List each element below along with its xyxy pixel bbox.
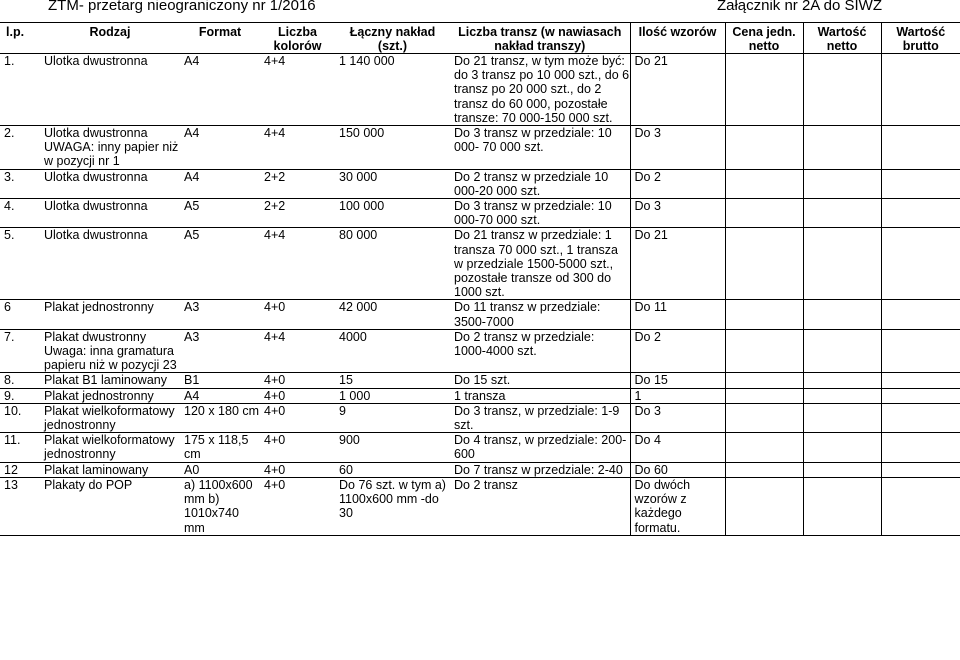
cell-kolory: 4+0 xyxy=(260,477,335,535)
cell-lp: 3. xyxy=(0,169,40,198)
cell-cena[interactable] xyxy=(725,373,803,388)
cell-lp: 12 xyxy=(0,462,40,477)
cell-transze: Do 7 transz w przedziale: 2-40 xyxy=(450,462,630,477)
cell-transze: Do 15 szt. xyxy=(450,373,630,388)
cell-transze: Do 2 transz w przedziale 10 000-20 000 szt. xyxy=(450,169,630,198)
cell-format: A0 xyxy=(180,462,260,477)
cell-transze: Do 4 transz, w przedziale: 200-600 xyxy=(450,433,630,462)
cell-cena[interactable] xyxy=(725,199,803,228)
cell-format: A5 xyxy=(180,228,260,300)
cell-kolory: 4+0 xyxy=(260,462,335,477)
cell-format: A3 xyxy=(180,329,260,373)
cell-naklad: Do 76 szt. w tym a) 1100x600 mm -do 30 xyxy=(335,477,450,535)
cell-naklad: 4000 xyxy=(335,329,450,373)
document-header xyxy=(0,0,960,16)
cell-cena[interactable] xyxy=(725,477,803,535)
cell-transze: Do 3 transz w przedziale: 10 000- 70 000 szt. xyxy=(450,126,630,170)
cell-wartosc-brutto[interactable] xyxy=(881,403,960,432)
cell-kolory: 2+2 xyxy=(260,169,335,198)
table-row xyxy=(0,169,960,198)
cell-transze: Do 21 transz w przedziale: 1 transza 70 000 szt., 1 transza w przedziale 1500-5000 szt., pozostałe transze od 300 do 1000 szt. xyxy=(450,228,630,300)
cell-wzory: 1 xyxy=(630,388,725,403)
cell-wartosc-netto[interactable] xyxy=(803,54,881,126)
cell-wzory: Do 2 xyxy=(630,169,725,198)
cell-rodzaj: Ulotka dwustronna xyxy=(44,54,148,68)
cell-rodzaj: Plakat wielkoformatowy jednostronny xyxy=(40,403,180,432)
cell-cena[interactable] xyxy=(725,462,803,477)
cell-rodzaj: Plakat jednostronny xyxy=(40,300,180,329)
table-row xyxy=(0,126,960,170)
cell-format: 120 x 180 cm xyxy=(180,403,260,432)
cell-wartosc-netto[interactable] xyxy=(803,388,881,403)
cell-cena[interactable] xyxy=(725,388,803,403)
cell-wartosc-brutto[interactable] xyxy=(881,169,960,198)
table-row xyxy=(0,300,960,329)
cell-rodzaj: Ulotka dwustronna UWAGA: inny papier niż w pozycji nr 1 xyxy=(40,126,180,170)
cell-wzory: Do 3 xyxy=(630,403,725,432)
cell-wzory: Do 3 xyxy=(630,126,725,170)
pricing-table xyxy=(0,22,960,536)
cell-wartosc-netto[interactable] xyxy=(803,477,881,535)
cell-wartosc-brutto[interactable] xyxy=(881,300,960,329)
cell-wartosc-brutto[interactable] xyxy=(881,433,960,462)
cell-wartosc-netto[interactable] xyxy=(803,403,881,432)
cell-format: A4 xyxy=(180,169,260,198)
cell-wartosc-brutto[interactable] xyxy=(881,199,960,228)
cell-wartosc-netto[interactable] xyxy=(803,462,881,477)
cell-wartosc-brutto[interactable] xyxy=(881,373,960,388)
cell-naklad: 150 000 xyxy=(335,126,450,170)
cell-rodzaj: Plakaty do POP xyxy=(40,477,180,535)
cell-wzory: Do 11 xyxy=(630,300,725,329)
cell-transze: Do 3 transz, w przedziale: 1-9 szt. xyxy=(450,403,630,432)
cell-transze: Do 21 transz, w tym może być: do 3 transz po 10 000 szt., do 6 transz po 20 000 szt., do 2 transz do 60 000, pozostałe transze: 70 000-150 000 szt. xyxy=(454,54,630,125)
cell-format: A5 xyxy=(180,199,260,228)
annex-label: Załącznik nr 2A do SIWZ xyxy=(716,0,882,14)
cell-wzory: Do 15 xyxy=(630,373,725,388)
cell-kolory: 4+0 xyxy=(260,300,335,329)
cell-naklad: 9 xyxy=(335,403,450,432)
cell-wartosc-netto[interactable] xyxy=(803,169,881,198)
cell-kolory: 2+2 xyxy=(260,199,335,228)
cell-naklad: 80 000 xyxy=(335,228,450,300)
col-format: Format xyxy=(198,25,242,39)
cell-transze: 1 transza xyxy=(450,388,630,403)
cell-wartosc-netto[interactable] xyxy=(803,228,881,300)
table-row xyxy=(0,433,960,462)
cell-wzory: Do 2 xyxy=(630,329,725,373)
cell-lp: 9. xyxy=(0,388,40,403)
cell-kolory: 4+0 xyxy=(260,403,335,432)
cell-wartosc-netto[interactable] xyxy=(803,329,881,373)
cell-transze: Do 3 transz w przedziale: 10 000-70 000 szt. xyxy=(450,199,630,228)
col-transze: Liczba transz (w nawiasach nakład transzy) xyxy=(458,25,622,53)
cell-wartosc-netto[interactable] xyxy=(803,300,881,329)
cell-kolory: 4+4 xyxy=(264,54,286,68)
tender-title: ZTM- przetarg nieograniczony nr 1/2016 xyxy=(48,0,316,14)
cell-rodzaj: Ulotka dwustronna xyxy=(40,199,180,228)
cell-wartosc-brutto[interactable] xyxy=(881,228,960,300)
cell-kolory: 4+4 xyxy=(260,329,335,373)
cell-lp: 1. xyxy=(4,54,15,68)
table-row xyxy=(0,54,960,126)
cell-lp: 8. xyxy=(0,373,40,388)
cell-kolory: 4+0 xyxy=(260,433,335,462)
cell-cena[interactable] xyxy=(725,329,803,373)
cell-rodzaj: Plakat jednostronny xyxy=(40,388,180,403)
cell-naklad: 42 000 xyxy=(335,300,450,329)
cell-wartosc-brutto[interactable] xyxy=(881,329,960,373)
cell-wartosc-brutto[interactable] xyxy=(881,126,960,170)
cell-lp: 4. xyxy=(0,199,40,228)
cell-wartosc-netto[interactable] xyxy=(803,126,881,170)
cell-wartosc-brutto[interactable] xyxy=(881,462,960,477)
cell-naklad: 1 140 000 xyxy=(339,54,395,68)
col-wartosc-netto: Wartość netto xyxy=(803,23,881,54)
cell-wartosc-netto[interactable] xyxy=(803,199,881,228)
cell-format: A4 xyxy=(184,54,200,68)
cell-naklad: 15 xyxy=(335,373,450,388)
cell-cena[interactable] xyxy=(725,169,803,198)
cell-wzory: Do 21 xyxy=(630,54,725,126)
cell-format: A4 xyxy=(180,126,260,170)
cell-lp: 13 xyxy=(0,477,40,535)
cell-wartosc-brutto[interactable] xyxy=(881,388,960,403)
cell-naklad: 1 000 xyxy=(335,388,450,403)
cell-naklad: 100 000 xyxy=(335,199,450,228)
col-rodzaj: Rodzaj xyxy=(89,25,131,39)
cell-lp: 11. xyxy=(0,433,40,462)
cell-wartosc-netto[interactable] xyxy=(803,373,881,388)
cell-lp: 6 xyxy=(0,300,40,329)
cell-wzory: Do 21 xyxy=(630,228,725,300)
table-row xyxy=(0,329,960,373)
cell-rodzaj: Plakat laminowany xyxy=(40,462,180,477)
cell-kolory: 4+4 xyxy=(260,228,335,300)
table-header-row xyxy=(0,23,960,54)
cell-naklad: 30 000 xyxy=(335,169,450,198)
cell-format: A4 xyxy=(180,388,260,403)
table-row xyxy=(0,462,960,477)
cell-rodzaj: Plakat dwustronny Uwaga: inna gramatura papieru niż w pozycji 23 xyxy=(40,329,180,373)
cell-lp: 7. xyxy=(0,329,40,373)
cell-transze: Do 11 transz w przedziale: 3500-7000 xyxy=(450,300,630,329)
cell-format: a) 1100x600 mm b) 1010x740 mm xyxy=(180,477,260,535)
cell-rodzaj: Plakat wielkoformatowy jednostronny xyxy=(40,433,180,462)
table-row xyxy=(0,228,960,300)
cell-cena[interactable] xyxy=(725,228,803,300)
cell-cena[interactable] xyxy=(725,300,803,329)
col-wartosc-brutto: Wartość brutto xyxy=(881,23,960,54)
table-row xyxy=(0,373,960,388)
cell-rodzaj: Ulotka dwustronna xyxy=(40,169,180,198)
cell-cena[interactable] xyxy=(725,54,803,126)
cell-kolory: 4+0 xyxy=(260,373,335,388)
table-row xyxy=(0,199,960,228)
col-wzory: Ilość wzorów xyxy=(630,23,725,54)
cell-wartosc-brutto[interactable] xyxy=(881,54,960,126)
cell-transze: Do 2 transz xyxy=(450,477,630,535)
table-row xyxy=(0,477,960,535)
cell-wzory: Do 60 xyxy=(630,462,725,477)
col-kolory: Liczba kolorów xyxy=(273,25,322,53)
cell-wzory: Do 4 xyxy=(630,433,725,462)
cell-lp: 10. xyxy=(0,403,40,432)
cell-rodzaj: Ulotka dwustronna xyxy=(40,228,180,300)
col-cena: Cena jedn. netto xyxy=(725,23,803,54)
cell-wartosc-brutto[interactable] xyxy=(881,477,960,535)
cell-kolory: 4+0 xyxy=(260,388,335,403)
cell-format: 175 x 118,5 cm xyxy=(180,433,260,462)
cell-wartosc-netto[interactable] xyxy=(803,433,881,462)
col-lp: l.p. xyxy=(6,25,25,39)
table-row xyxy=(0,403,960,432)
cell-naklad: 60 xyxy=(335,462,450,477)
cell-lp: 2. xyxy=(0,126,40,170)
cell-naklad: 900 xyxy=(335,433,450,462)
cell-cena[interactable] xyxy=(725,126,803,170)
cell-cena[interactable] xyxy=(725,403,803,432)
col-naklad: Łączny nakład (szt.) xyxy=(349,25,436,53)
cell-cena[interactable] xyxy=(725,433,803,462)
cell-wzory: Do 3 xyxy=(630,199,725,228)
table-row xyxy=(0,388,960,403)
cell-rodzaj: Plakat B1 laminowany xyxy=(40,373,180,388)
cell-wzory: Do dwóch wzorów z każdego formatu. xyxy=(630,477,725,535)
cell-format: A3 xyxy=(180,300,260,329)
cell-transze: Do 2 transz w przedziale: 1000-4000 szt. xyxy=(450,329,630,373)
cell-lp: 5. xyxy=(0,228,40,300)
cell-kolory: 4+4 xyxy=(260,126,335,170)
cell-format: B1 xyxy=(180,373,260,388)
